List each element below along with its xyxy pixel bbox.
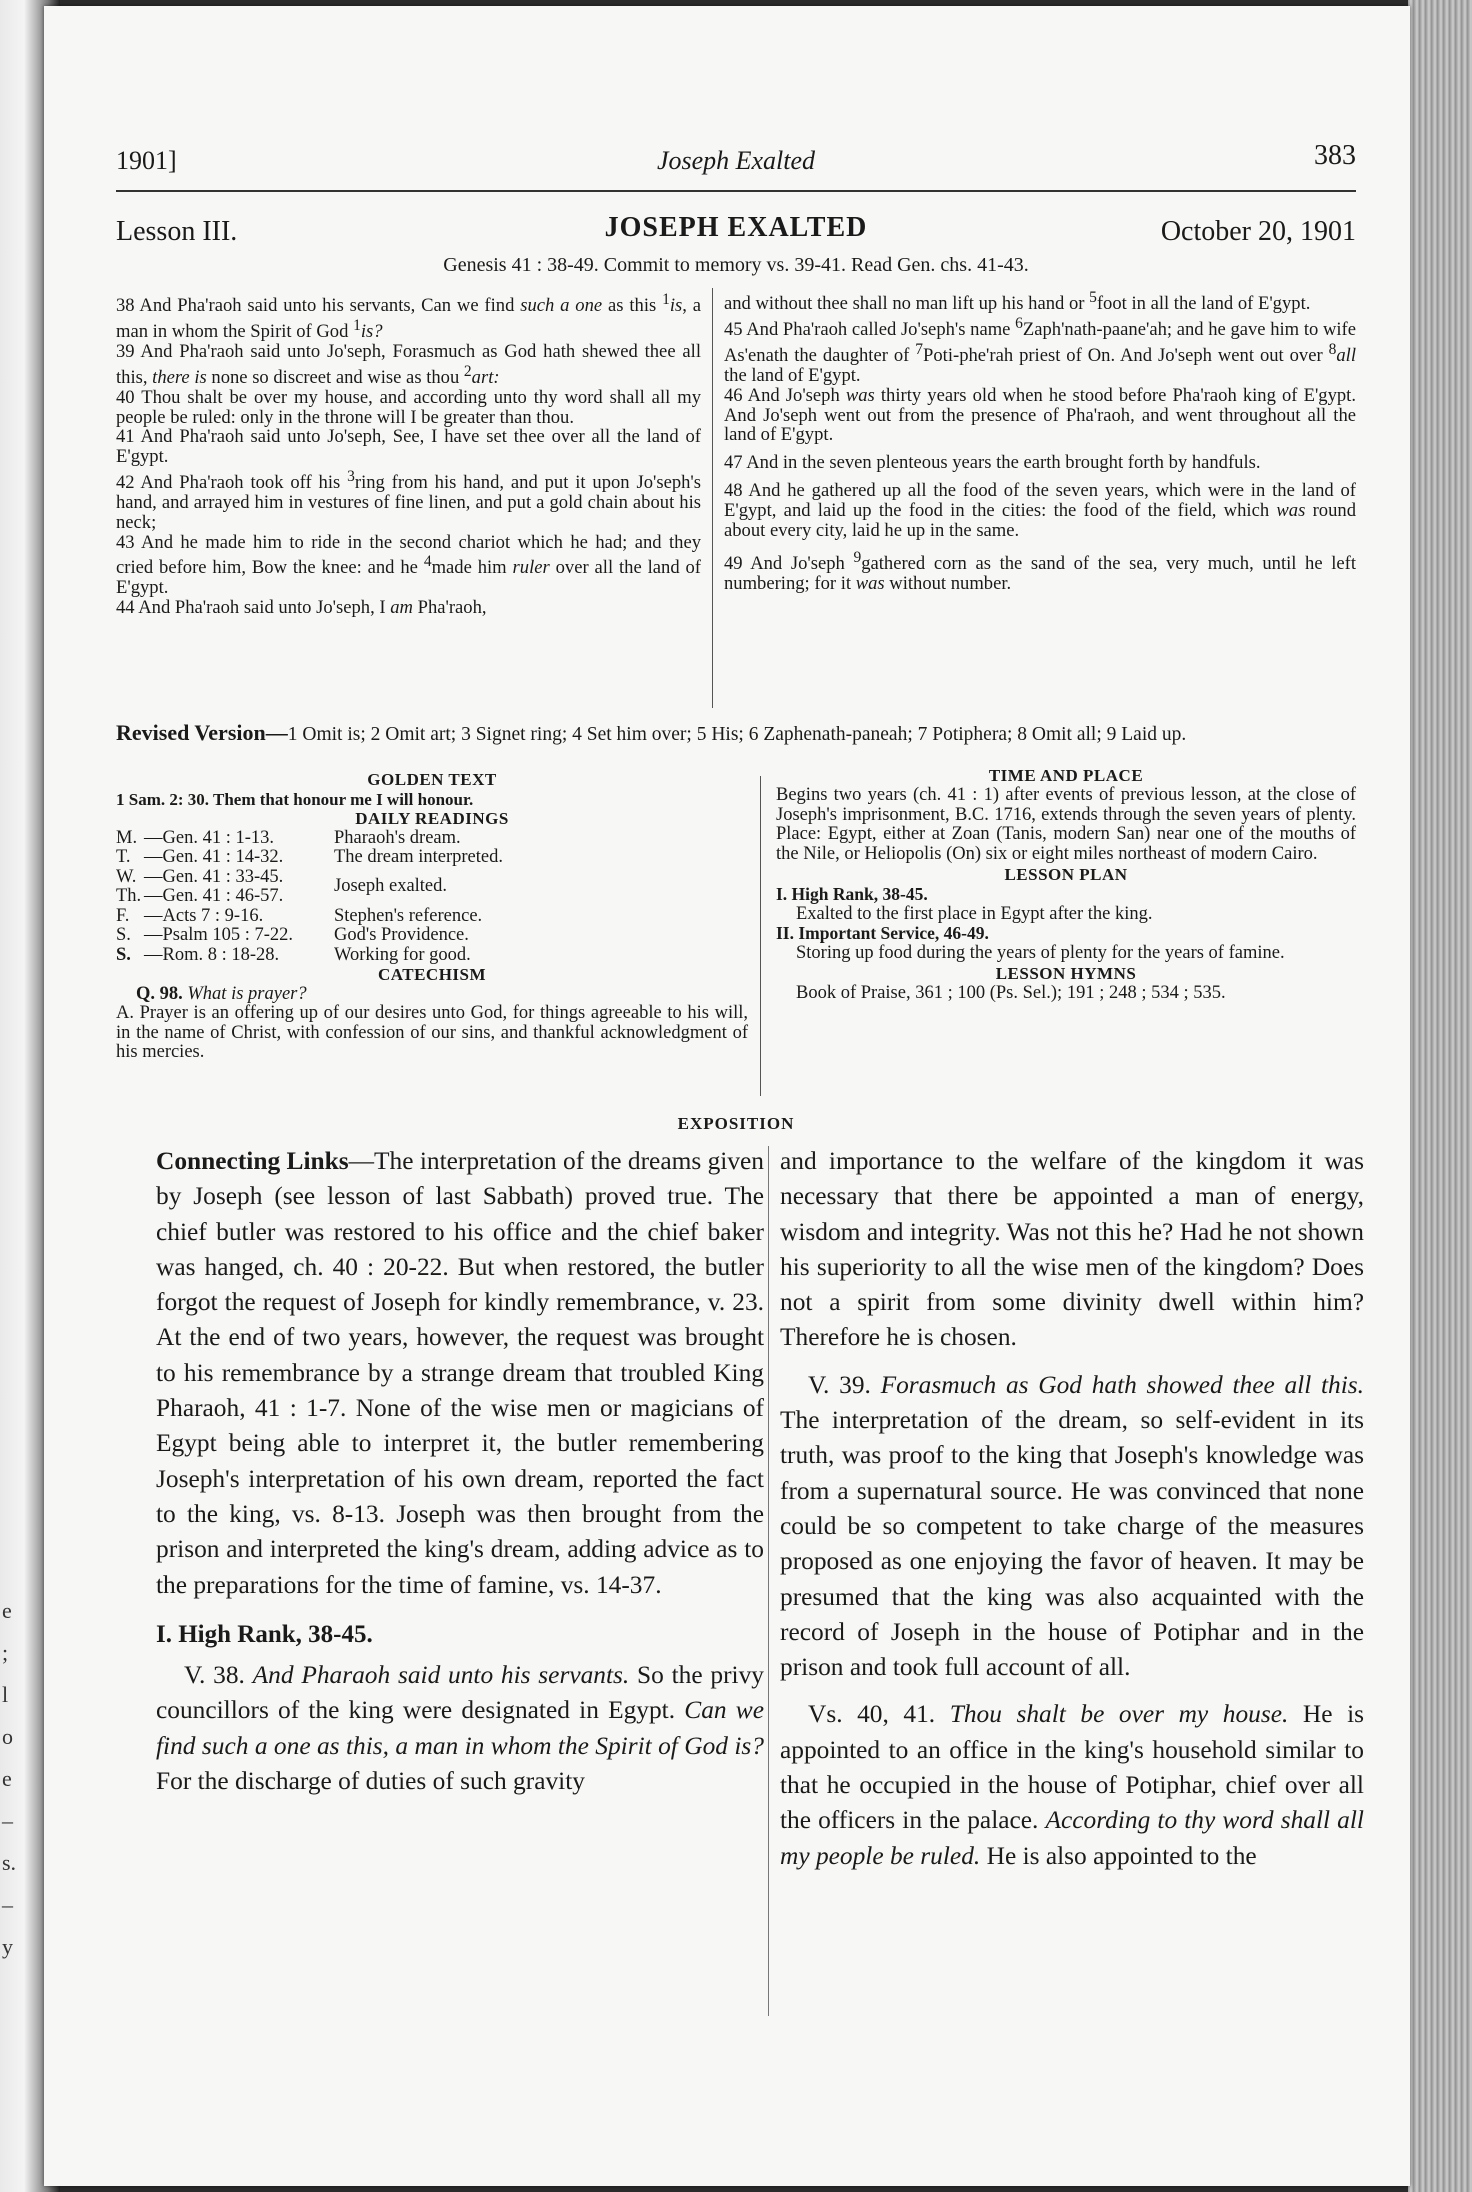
catechism-heading: CATECHISM [377,965,487,984]
verse-49: 49 And Jo'seph $^9$gathered corn as the sand of the sea, very much, until he left numbering; for it was without number. [724,549,1357,595]
golden-text-ref: 1 Sam. 2: 30. [116,789,210,809]
lesson-hymns-text: Book of Praise, 361 ; 100 (Ps. Sel.); 191 ; 248 ; 534 ; 535. [796,982,1226,1003]
connecting-links-text: —The interpretation of the dreams given by Joseph (see lesson of last Sabbath) proved true. The chief butler was restored to his office and the chief baker was hanged, ch. 40 : 20-22. But when restored, the butler forgot the request of Joseph for kindly remembrance, v. 23. At the end of two years, however, the request was brought to his remembrance by a strange dream that troubled King Pharaoh, 41 : 1-7. None of the wise men or magicians of Egypt being able to interpret it, the butler remembering Joseph's interpretation of his own dream, reported the fact to the king, vs. 8-13. Joseph was then brought from the prison and interpreted the king's dream, adding advice as to the preparations for the time of famine, vs. 14-37. [156,1147,764,1599]
golden-text-heading: GOLDEN TEXT [367,770,497,789]
revised-version-label: Revised Version— [116,720,288,745]
lesson-plan-item-2-desc: Storing up food during the years of plenty for the years of famine. [796,943,1285,964]
verses-right-column [724,288,1356,594]
connecting-links-label: Connecting Links [156,1147,349,1175]
lesson-number: Lesson III. [116,216,238,247]
running-head-title: Joseph Exalted [656,146,816,175]
golden-text-line [116,790,748,810]
v40-paragraph: Vs. 40, 41. Thou shalt be over my house. He is appointed to an office in the king's household similar to that he occupied in the house of Potiphar, chief over all the officers in the palace. According to thy word shall all my people be ruled. He is also appointed to the [780,1700,1364,1870]
table-row: Th. —Gen. 41 : 46-57. [116,886,284,906]
exposition-column-divider [768,1146,769,2016]
verse-38: 38 And Pha'raoh said unto his servants, Can we find such a one as this $^1$is, a man in whom the Spirit of God $^1$is? [116,291,701,343]
verse-48: 48 And he gathered up all the food of the seven years, which were in the land of E'gypt, and laid up the food in the cities: the food of the field, which was round about every city, laid he up in the same. [724,479,1356,541]
lesson-heading [116,212,1356,252]
revised-version [116,722,1356,746]
verse-41: 41 And Pha'raoh said unto Jo'seph, See, I have set thee over all the land of E'gypt. [116,426,701,468]
exposition-right-column [780,1144,1364,1874]
verse-46: 46 And Jo'seph was thirty years old when he stood before Pha'raoh king of E'gypt. And Jo'seph went out from the presence of Pha'raoh, and went throughout all the land of E'gypt. [724,384,1356,446]
lesson-title: JOSEPH EXALTED [604,212,868,243]
book-page [44,6,1410,2186]
lesson-info-block [776,766,1356,1004]
verse-45: 45 And Pha'raoh called Jo'seph's name $^6$Zaph'nath-paane'ah; and he gave him to wife As'enath the daughter of $^7$Poti-phe'rah priest of On. And Jo'seph went out over $^8$all the land of E'gypt. [724,314,1356,386]
table-row: S. —Psalm 105 : 7-22. God's Providence. [116,925,469,945]
lesson-hymns-heading: LESSON HYMNS [995,963,1137,983]
lesson-plan-item-2-title: II. Important Service, 46-49. [776,923,989,944]
revised-version-text: 1 Omit is; 2 Omit art; 3 Signet ring; 4 Set him over; 5 His; 6 Zaphenath-paneah; 7 Potiphera; 8 Omit all; 9 Laid up. [287,724,1187,745]
table-row: W. —Gen. 41 : 33-45. Joseph exalted. [116,866,448,897]
golden-text-block [116,770,748,1063]
verse-47: 47 And in the seven plenteous years the earth brought forth by handfuls. [724,452,1261,474]
catechism-question: Q. 98. What is prayer? [136,983,307,1004]
lesson-plan-item-1-desc: Exalted to the first place in Egypt after the king. [796,903,1153,924]
lesson-plan-heading: LESSON PLAN [1004,864,1128,884]
verse-43: 43 And he made him to ride in the second chariot which he had; and they cried before him, Bow the knee: and he $^4$made him ruler over all the land of E'gypt. [116,531,701,599]
daily-readings-heading: DAILY READINGS [355,809,509,828]
verse-44: 44 And Pha'raoh said unto Jo'seph, I am Pha'raoh, [116,597,487,619]
header-rule [116,190,1356,192]
exposition-right-p1: and importance to the welfare of the kingdom it was necessary that there be appointed a man of energy, wisdom and integrity. Was not this he? Had he not shown his superiority to all the wise men of the kingdom? Does not a spirit from some divinity dwell within him? Therefore he is chosen. [780,1147,1364,1352]
exposition-heading: EXPOSITION [677,1114,795,1133]
table-row: T. —Gen. 41 : 14-32. The dream interpreted. [116,847,503,867]
v39-paragraph: V. 39. Forasmuch as God hath showed thee all this. The interpretation of the dream, so self-evident in its truth, was proof to the king that Joseph's knowledge was from a supernatural source. He was convinced that none could be so competent to take charge of the measures proposed as one enjoying the favor of heaven. It may be presumed that the king was also acquainted with the record of Joseph in the house of Potiphar and in the prison and took full account of all. [780,1370,1364,1682]
connecting-links-paragraph [156,1144,764,1603]
table-row: S. —Rom. 8 : 18-28. Working for good. [116,944,471,965]
verse-42: 42 And Pha'raoh took off his $^3$ring from his hand, and put it upon Jo'seph's hand, and arrayed him in vestures of fine linen, and put a gold chain about his neck; [116,467,702,533]
verses-left-column [116,290,701,618]
golden-text-text: Them that honour me I will honour. [212,789,474,809]
running-head [116,140,1356,182]
daily-readings-table [116,829,748,966]
table-row: F. —Acts 7 : 9-16. Stephen's reference. [116,905,483,926]
left-margin-marks: e ; l o e – s. – y [2,1598,17,1959]
section-high-rank-heading: I. High Rank, 38-45. [156,1620,373,1648]
info-column-divider [760,776,761,1096]
verse-44-cont: and without thee shall no man lift up his hand or $^5$foot in all the land of E'gypt. [724,289,1311,315]
v38-paragraph: V. 38. And Pharaoh said unto his servants. So the privy councillors of the king were designated in Egypt. Can we find such a one as this, a man in whom the Spirit of God is? For the discharge of duties of such gravity [156,1661,764,1796]
table-row: M. —Gen. 41 : 1-13. Pharaoh's dream. [116,827,461,848]
running-head-year: 1901] [116,146,177,175]
time-place-text: Begins two years (ch. 41 : 1) after events of previous lesson, at the close of Joseph's imprisonment, B.C. 1716, extends through the seven years of plenty. Place: Egypt, either at Zoan (Tanis, modern San) near one of the mouths of the Nile, or Heliopolis (On) six or eight miles northeast of modern Cairo. [776,784,1356,865]
page-number: 383 [1314,140,1356,171]
verse-40: 40 Thou shalt be over my house, and according unto thy word shall all my people be ruled: only in the throne will I be greater than thou. [116,386,701,428]
lesson-date: October 20, 1901 [1160,216,1356,247]
verse-39: 39 And Pha'raoh said unto Jo'seph, Forasmuch as God hath shewed thee all this, there is none so discreet and wise as thou $^2$art: [116,340,701,388]
book-right-edge [1408,0,1472,2192]
catechism-answer: A. Prayer is an offering up of our desires unto God, for things agreeable to his will, in the name of Christ, with confession of our sins, and thankful acknowledgment of his mercies. [116,1003,748,1062]
scripture-reference: Genesis 41 : 38-49. Commit to memory vs. 39-41. Read Gen. chs. 41-43. [443,254,1029,276]
exposition-left-column [156,1144,764,1799]
time-place-heading: TIME AND PLACE [988,766,1144,785]
lesson-plan-item-1-title: I. High Rank, 38-45. [776,883,928,904]
verse-column-divider [712,288,713,708]
